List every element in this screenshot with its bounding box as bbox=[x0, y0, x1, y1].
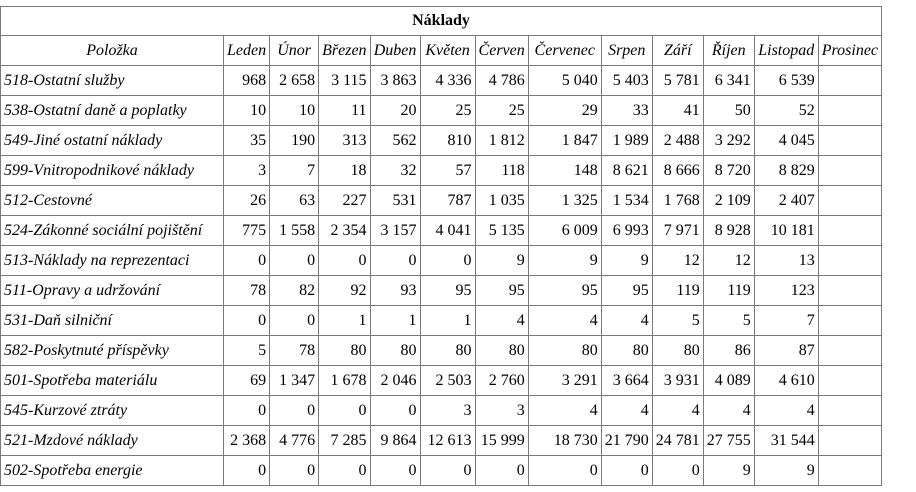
table-row bbox=[1, 246, 882, 276]
value-cell: 80 bbox=[319, 336, 370, 366]
header-row bbox=[1, 36, 882, 66]
value-cell: 3 664 bbox=[602, 366, 653, 396]
value-cell: 6 009 bbox=[529, 216, 602, 246]
value-cell: 10 bbox=[224, 96, 270, 126]
column-header-month: Listopad bbox=[755, 36, 819, 66]
row-label: 511-Opravy a udržování bbox=[1, 276, 224, 306]
value-cell: 63 bbox=[270, 186, 319, 216]
value-cell: 33 bbox=[602, 96, 653, 126]
value-cell: 775 bbox=[224, 216, 270, 246]
value-cell: 9 bbox=[476, 246, 529, 276]
value-cell: 95 bbox=[529, 276, 602, 306]
row-label: 521-Mzdové náklady bbox=[1, 426, 224, 456]
value-cell: 18 730 bbox=[529, 426, 602, 456]
value-cell: 78 bbox=[270, 336, 319, 366]
table-row bbox=[1, 66, 882, 96]
value-cell: 0 bbox=[421, 456, 476, 486]
value-cell: 190 bbox=[270, 126, 319, 156]
row-label: 502-Spotřeba energie bbox=[1, 456, 224, 486]
value-cell: 0 bbox=[224, 396, 270, 426]
value-cell: 2 354 bbox=[319, 216, 370, 246]
value-cell: 0 bbox=[371, 246, 421, 276]
value-cell: 18 bbox=[319, 156, 370, 186]
value-cell: 27 755 bbox=[704, 426, 755, 456]
table-row bbox=[1, 156, 882, 186]
table-row bbox=[1, 396, 882, 426]
value-cell: 0 bbox=[270, 396, 319, 426]
value-cell: 8 720 bbox=[704, 156, 755, 186]
value-cell bbox=[819, 186, 882, 216]
row-label: 518-Ostatní služby bbox=[1, 66, 224, 96]
value-cell: 78 bbox=[224, 276, 270, 306]
value-cell: 6 539 bbox=[755, 66, 819, 96]
value-cell: 0 bbox=[653, 456, 704, 486]
value-cell bbox=[819, 456, 882, 486]
value-cell: 4 bbox=[704, 396, 755, 426]
value-cell: 0 bbox=[319, 456, 370, 486]
value-cell: 5 781 bbox=[653, 66, 704, 96]
value-cell bbox=[819, 246, 882, 276]
value-cell: 11 bbox=[319, 96, 370, 126]
value-cell: 1 325 bbox=[529, 186, 602, 216]
value-cell: 7 bbox=[755, 306, 819, 336]
value-cell: 313 bbox=[319, 126, 370, 156]
table-row bbox=[1, 456, 882, 486]
value-cell: 25 bbox=[476, 96, 529, 126]
value-cell: 2 109 bbox=[704, 186, 755, 216]
value-cell bbox=[819, 216, 882, 246]
value-cell: 10 181 bbox=[755, 216, 819, 246]
value-cell: 5 403 bbox=[602, 66, 653, 96]
value-cell: 0 bbox=[371, 396, 421, 426]
value-cell: 6 341 bbox=[704, 66, 755, 96]
value-cell: 5 bbox=[224, 336, 270, 366]
value-cell: 95 bbox=[476, 276, 529, 306]
value-cell: 0 bbox=[224, 456, 270, 486]
value-cell: 12 bbox=[704, 246, 755, 276]
row-label: 501-Spotřeba materiálu bbox=[1, 366, 224, 396]
table-row bbox=[1, 366, 882, 396]
value-cell: 80 bbox=[653, 336, 704, 366]
column-header-month: Srpen bbox=[602, 36, 653, 66]
value-cell: 80 bbox=[371, 336, 421, 366]
table-title: Náklady bbox=[1, 7, 882, 36]
value-cell: 148 bbox=[529, 156, 602, 186]
value-cell: 3 292 bbox=[704, 126, 755, 156]
value-cell: 5 040 bbox=[529, 66, 602, 96]
value-cell: 1 678 bbox=[319, 366, 370, 396]
column-header-item: Položka bbox=[1, 36, 224, 66]
value-cell: 123 bbox=[755, 276, 819, 306]
value-cell: 0 bbox=[476, 456, 529, 486]
value-cell: 2 046 bbox=[371, 366, 421, 396]
row-label: 599-Vnitropodnikové náklady bbox=[1, 156, 224, 186]
row-label: 524-Zákonné sociální pojištění bbox=[1, 216, 224, 246]
row-label: 582-Poskytnuté příspěvky bbox=[1, 336, 224, 366]
column-header-month: Leden bbox=[224, 36, 270, 66]
value-cell: 0 bbox=[270, 246, 319, 276]
row-label: 549-Jiné ostatní náklady bbox=[1, 126, 224, 156]
value-cell bbox=[819, 96, 882, 126]
table-row bbox=[1, 126, 882, 156]
costs-table bbox=[0, 6, 882, 486]
value-cell: 9 bbox=[602, 246, 653, 276]
value-cell: 87 bbox=[755, 336, 819, 366]
column-header-month: Květen bbox=[421, 36, 476, 66]
value-cell: 810 bbox=[421, 126, 476, 156]
value-cell: 1 847 bbox=[529, 126, 602, 156]
value-cell: 15 999 bbox=[476, 426, 529, 456]
value-cell: 9 bbox=[755, 456, 819, 486]
value-cell: 93 bbox=[371, 276, 421, 306]
value-cell: 2 760 bbox=[476, 366, 529, 396]
table-row bbox=[1, 216, 882, 246]
value-cell: 35 bbox=[224, 126, 270, 156]
value-cell: 4 041 bbox=[421, 216, 476, 246]
column-header-month: Září bbox=[653, 36, 704, 66]
value-cell: 86 bbox=[704, 336, 755, 366]
value-cell: 80 bbox=[602, 336, 653, 366]
value-cell: 7 285 bbox=[319, 426, 370, 456]
value-cell: 3 863 bbox=[371, 66, 421, 96]
value-cell: 20 bbox=[371, 96, 421, 126]
value-cell: 1 768 bbox=[653, 186, 704, 216]
value-cell: 4 bbox=[529, 306, 602, 336]
value-cell: 1 347 bbox=[270, 366, 319, 396]
value-cell: 531 bbox=[371, 186, 421, 216]
value-cell: 2 658 bbox=[270, 66, 319, 96]
value-cell: 25 bbox=[421, 96, 476, 126]
value-cell: 8 829 bbox=[755, 156, 819, 186]
value-cell bbox=[819, 366, 882, 396]
value-cell: 2 407 bbox=[755, 186, 819, 216]
value-cell: 0 bbox=[270, 456, 319, 486]
row-label: 513-Náklady na reprezentaci bbox=[1, 246, 224, 276]
value-cell: 4 045 bbox=[755, 126, 819, 156]
value-cell: 4 336 bbox=[421, 66, 476, 96]
value-cell: 1 bbox=[319, 306, 370, 336]
value-cell: 32 bbox=[371, 156, 421, 186]
value-cell bbox=[819, 336, 882, 366]
table-body bbox=[1, 66, 882, 486]
value-cell: 118 bbox=[476, 156, 529, 186]
value-cell: 26 bbox=[224, 186, 270, 216]
value-cell: 69 bbox=[224, 366, 270, 396]
value-cell: 3 157 bbox=[371, 216, 421, 246]
value-cell: 3 115 bbox=[319, 66, 370, 96]
row-label: 531-Daň silniční bbox=[1, 306, 224, 336]
value-cell: 12 bbox=[653, 246, 704, 276]
value-cell bbox=[819, 156, 882, 186]
value-cell: 4 786 bbox=[476, 66, 529, 96]
column-header-month: Červenec bbox=[529, 36, 602, 66]
value-cell: 4 089 bbox=[704, 366, 755, 396]
value-cell: 7 bbox=[270, 156, 319, 186]
value-cell: 95 bbox=[602, 276, 653, 306]
value-cell: 29 bbox=[529, 96, 602, 126]
table-row bbox=[1, 336, 882, 366]
value-cell: 13 bbox=[755, 246, 819, 276]
value-cell: 24 781 bbox=[653, 426, 704, 456]
value-cell bbox=[819, 66, 882, 96]
value-cell: 0 bbox=[529, 456, 602, 486]
value-cell: 9 bbox=[704, 456, 755, 486]
column-header-month: Březen bbox=[319, 36, 370, 66]
value-cell: 21 790 bbox=[602, 426, 653, 456]
report-viewport bbox=[0, 6, 916, 492]
column-header-month: Prosinec bbox=[819, 36, 882, 66]
value-cell: 3 bbox=[476, 396, 529, 426]
value-cell: 9 864 bbox=[371, 426, 421, 456]
value-cell: 8 666 bbox=[653, 156, 704, 186]
value-cell: 3 931 bbox=[653, 366, 704, 396]
value-cell: 0 bbox=[319, 246, 370, 276]
value-cell: 4 bbox=[602, 396, 653, 426]
value-cell: 4 776 bbox=[270, 426, 319, 456]
value-cell: 50 bbox=[704, 96, 755, 126]
table-row bbox=[1, 96, 882, 126]
title-row bbox=[1, 7, 882, 36]
value-cell: 4 bbox=[476, 306, 529, 336]
value-cell: 80 bbox=[476, 336, 529, 366]
row-label: 538-Ostatní daně a poplatky bbox=[1, 96, 224, 126]
value-cell: 3 bbox=[224, 156, 270, 186]
column-header-month: Říjen bbox=[704, 36, 755, 66]
value-cell: 41 bbox=[653, 96, 704, 126]
value-cell bbox=[819, 276, 882, 306]
value-cell: 4 610 bbox=[755, 366, 819, 396]
value-cell: 4 bbox=[755, 396, 819, 426]
value-cell: 787 bbox=[421, 186, 476, 216]
table-row bbox=[1, 426, 882, 456]
row-label: 545-Kurzové ztráty bbox=[1, 396, 224, 426]
value-cell: 57 bbox=[421, 156, 476, 186]
value-cell bbox=[819, 426, 882, 456]
table-row bbox=[1, 276, 882, 306]
value-cell: 0 bbox=[371, 456, 421, 486]
value-cell: 5 bbox=[653, 306, 704, 336]
value-cell: 92 bbox=[319, 276, 370, 306]
table-row bbox=[1, 186, 882, 216]
value-cell bbox=[819, 396, 882, 426]
value-cell: 80 bbox=[421, 336, 476, 366]
value-cell: 2 503 bbox=[421, 366, 476, 396]
value-cell: 1 bbox=[421, 306, 476, 336]
value-cell: 1 812 bbox=[476, 126, 529, 156]
value-cell: 6 993 bbox=[602, 216, 653, 246]
value-cell: 4 bbox=[602, 306, 653, 336]
row-label: 512-Cestovné bbox=[1, 186, 224, 216]
value-cell: 0 bbox=[421, 246, 476, 276]
value-cell: 1 989 bbox=[602, 126, 653, 156]
value-cell: 80 bbox=[529, 336, 602, 366]
table-row bbox=[1, 306, 882, 336]
column-header-month: Červen bbox=[476, 36, 529, 66]
value-cell: 3 bbox=[421, 396, 476, 426]
value-cell: 227 bbox=[319, 186, 370, 216]
value-cell: 3 291 bbox=[529, 366, 602, 396]
value-cell: 0 bbox=[270, 306, 319, 336]
value-cell: 5 135 bbox=[476, 216, 529, 246]
value-cell: 31 544 bbox=[755, 426, 819, 456]
value-cell bbox=[819, 126, 882, 156]
value-cell: 1 035 bbox=[476, 186, 529, 216]
value-cell: 52 bbox=[755, 96, 819, 126]
value-cell: 82 bbox=[270, 276, 319, 306]
value-cell: 9 bbox=[529, 246, 602, 276]
value-cell: 1 bbox=[371, 306, 421, 336]
value-cell: 968 bbox=[224, 66, 270, 96]
column-header-month: Únor bbox=[270, 36, 319, 66]
value-cell: 119 bbox=[653, 276, 704, 306]
value-cell: 12 613 bbox=[421, 426, 476, 456]
value-cell: 7 971 bbox=[653, 216, 704, 246]
value-cell: 8 621 bbox=[602, 156, 653, 186]
value-cell: 8 928 bbox=[704, 216, 755, 246]
value-cell: 0 bbox=[319, 396, 370, 426]
column-header-month: Duben bbox=[371, 36, 421, 66]
value-cell: 4 bbox=[529, 396, 602, 426]
value-cell: 1 534 bbox=[602, 186, 653, 216]
value-cell: 95 bbox=[421, 276, 476, 306]
value-cell: 1 558 bbox=[270, 216, 319, 246]
value-cell: 0 bbox=[224, 246, 270, 276]
value-cell: 0 bbox=[224, 306, 270, 336]
value-cell: 4 bbox=[653, 396, 704, 426]
value-cell: 10 bbox=[270, 96, 319, 126]
value-cell: 119 bbox=[704, 276, 755, 306]
value-cell: 562 bbox=[371, 126, 421, 156]
value-cell: 0 bbox=[602, 456, 653, 486]
value-cell: 5 bbox=[704, 306, 755, 336]
value-cell: 2 488 bbox=[653, 126, 704, 156]
value-cell bbox=[819, 306, 882, 336]
value-cell: 2 368 bbox=[224, 426, 270, 456]
